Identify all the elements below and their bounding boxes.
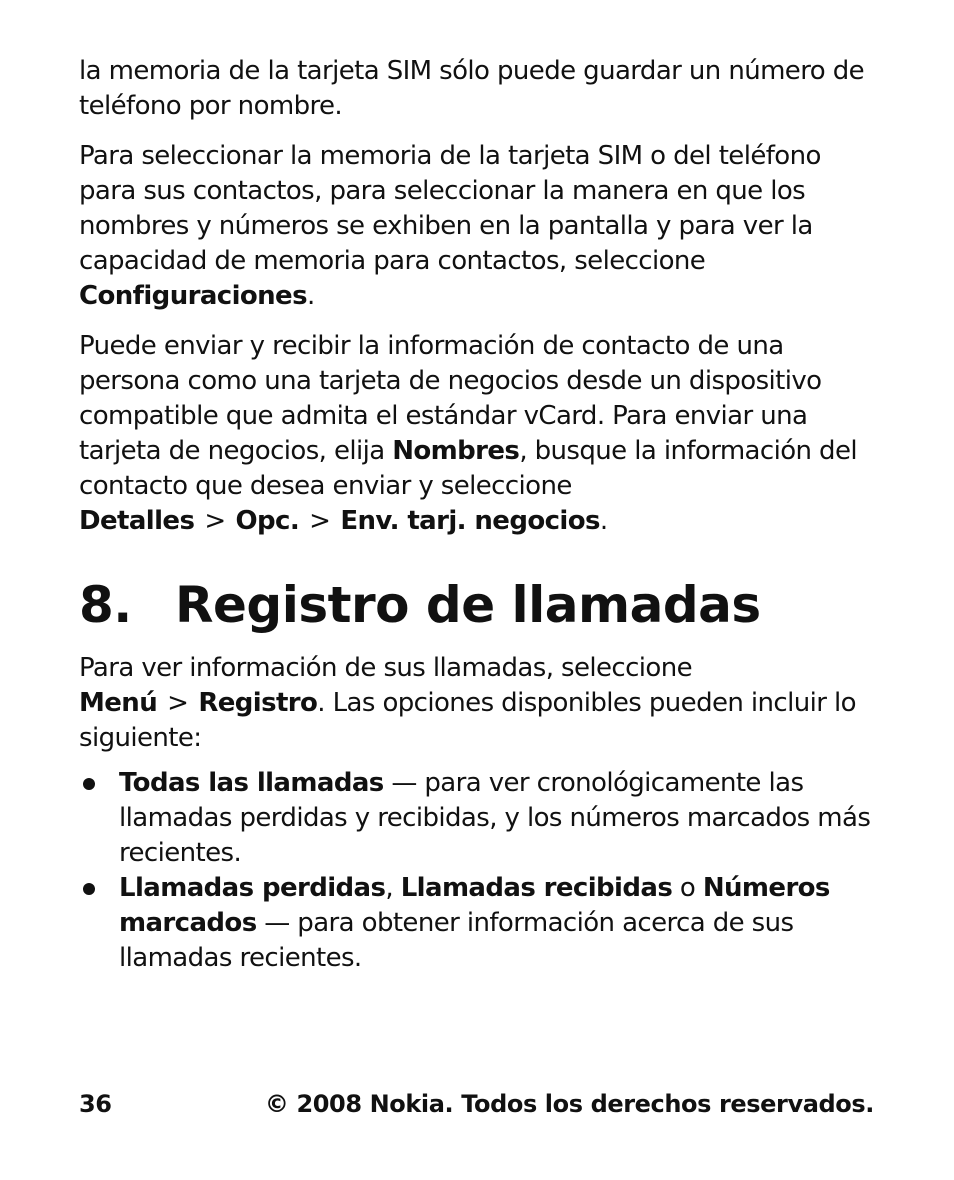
menu-separator: > — [309, 506, 331, 536]
option-term: Todas las llamadas — [119, 768, 384, 798]
bullet-icon — [83, 883, 95, 895]
paragraph-sim-memory: la memoria de la tarjeta SIM sólo puede guardar un número de teléfono por nombre. — [79, 56, 864, 121]
menu-term-nombres: Nombres — [392, 436, 520, 466]
menu-term-configuraciones: Configuraciones — [79, 281, 307, 311]
page-content — [79, 54, 879, 976]
list-item: Llamadas perdidas, Llamadas recibidas o Números marcados — para obtener información acerca de sus llamadas recientes. — [79, 871, 879, 976]
menu-separator: > — [204, 506, 226, 536]
menu-term-opc: Opc. — [235, 506, 300, 536]
option-term: Llamadas perdidas — [119, 873, 386, 903]
paragraph-settings: Para seleccionar la memoria de la tarjeta SIM o del teléfono para sus contactos, para seleccionar la manera en que los nombres y números se exhiben en la pantalla y para ver la capacidad de memoria para contactos, seleccione Configuraciones. — [79, 141, 821, 311]
menu-separator: > — [167, 688, 189, 718]
option-term: Números marcados — [119, 873, 830, 938]
section-number: 8. — [79, 576, 132, 634]
menu-term-registro: Registro — [198, 688, 318, 718]
option-term: Llamadas recibidas — [400, 873, 673, 903]
menu-term-env-tarj-negocios: Env. tarj. negocios — [340, 506, 600, 536]
options-list — [79, 766, 879, 976]
copyright-notice: © 2008 Nokia. Todos los derechos reservados. — [264, 1090, 874, 1118]
menu-term-menu: Menú — [79, 688, 158, 718]
page-number: 36 — [79, 1090, 112, 1118]
list-item: Todas las llamadas — para ver cronológicamente las llamadas perdidas y recibidas, y los números marcados más recientes. — [79, 766, 879, 871]
section-heading — [79, 575, 879, 635]
paragraph-intro: Para ver información de sus llamadas, seleccione Menú > Registro. Las opciones disponibles pueden incluir lo siguiente: — [79, 653, 856, 753]
bullet-icon — [83, 778, 95, 790]
paragraph-business-card: Puede enviar y recibir la información de contacto de una persona como una tarjeta de negocios desde un dispositivo compatible que admita el estándar vCard. Para enviar una tarjeta de negocios, elija Nombres, busque la información del contacto que desea enviar y seleccione Detalles > Opc. > Env. tarj. negocios. — [79, 331, 857, 536]
section-title: Registro de llamadas — [175, 576, 761, 634]
menu-term-detalles: Detalles — [79, 506, 195, 536]
